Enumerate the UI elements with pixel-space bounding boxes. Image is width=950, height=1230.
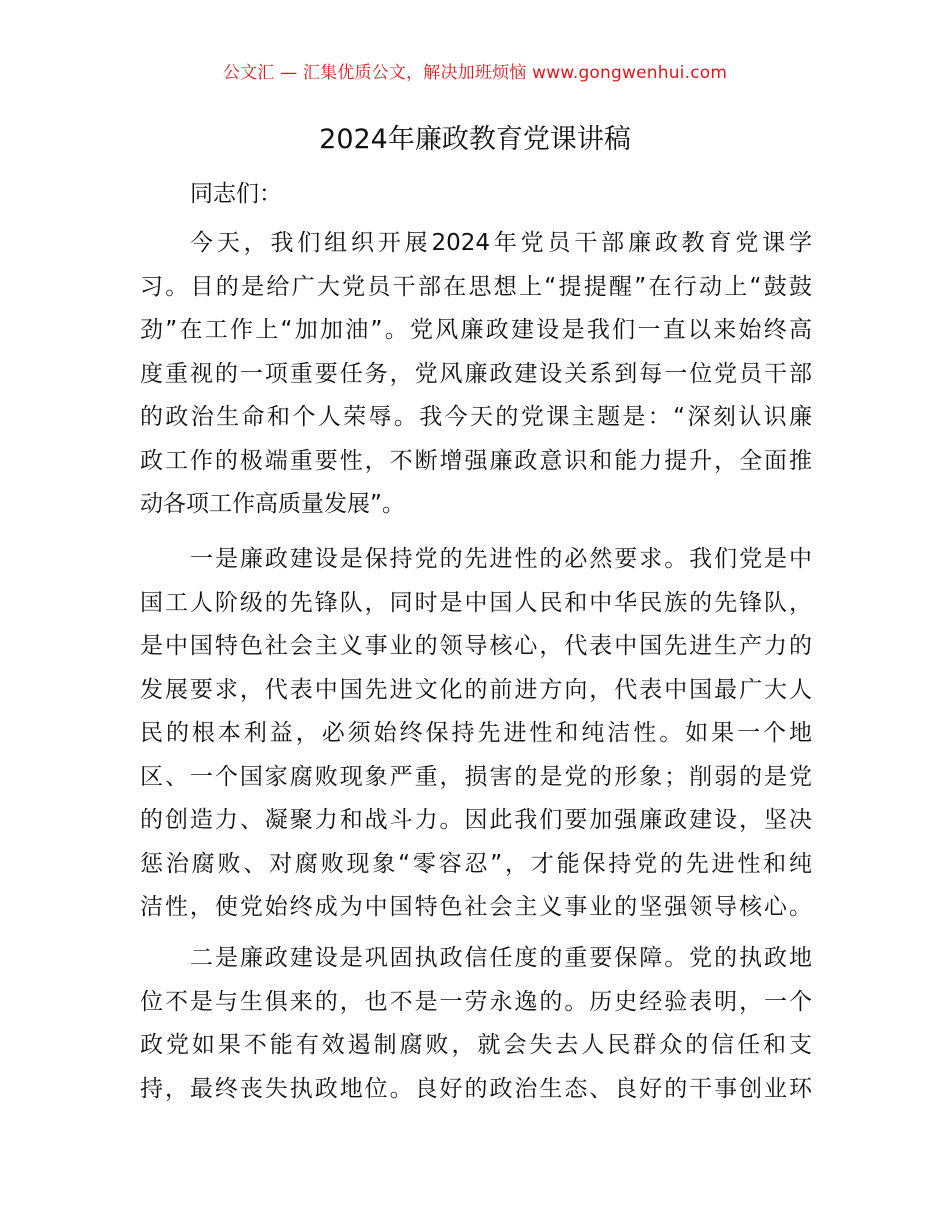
text-line: 的创造力、凝聚力和战斗力。因此我们要加强廉政建设，坚决 — [140, 807, 812, 833]
text-line: 的政治生命和个人荣辱。我今天的党课主题是：“深刻认识廉 — [140, 404, 812, 430]
text-line: 区、一个国家腐败现象严重，损害的是党的形象；削弱的是党 — [140, 763, 812, 790]
document-title: 2024年廉政教育党课讲稿 — [319, 124, 631, 155]
text-line: 劲”在工作上“加加油”。党风廉政建设是我们一直以来始终高 — [140, 317, 812, 343]
text-line: 动各项工作高质量发展”。 — [140, 491, 405, 517]
text-line: 持，最终丧失执政地位。良好的政治生态、良好的干事创业环 — [140, 1075, 812, 1102]
paragraph-1 — [140, 222, 812, 527]
text-line: 民的根本利益，必须始终保持先进性和纯洁性。如果一个地 — [140, 720, 812, 746]
text-line: 度重视的一项重要任务，党风廉政建设关系到每一位党员干部 — [140, 360, 812, 387]
header-banner: 公文汇 — 汇集优质公文，解决加班烦恼 www.gongwenhui.com — [222, 63, 728, 83]
text-line: 政党如果不能有效遏制腐败，就会失去人民群众的信任和支 — [140, 1032, 812, 1058]
text-line: 习。目的是给广大党员干部在思想上“提提醒”在行动上“鼓鼓 — [140, 273, 812, 300]
text-line: 洁性，使党始终成为中国特色社会主义事业的坚强领导核心。 — [140, 894, 812, 920]
text-line: 二是廉政建设是巩固执政信任度的重要保障。党的执政地 — [190, 945, 812, 971]
text-line: 政工作的极端重要性，不断增强廉政意识和能力提升，全面推 — [140, 447, 812, 474]
text-line: 国工人阶级的先锋队，同时是中国人民和中华民族的先锋队， — [140, 589, 812, 616]
text-line: 惩治腐败、对腐败现象“零容忍”，才能保持党的先进性和纯 — [140, 850, 812, 877]
salutation: 同志们： — [190, 181, 282, 207]
text-line: 今天，我们组织开展2024年党员干部廉政教育党课学 — [190, 230, 812, 256]
text-line: 位不是与生俱来的，也不是一劳永逸的。历史经验表明，一个 — [140, 988, 812, 1015]
text-line: 发展要求，代表中国先进文化的前进方向，代表中国最广大人 — [140, 676, 812, 703]
text-line: 一是廉政建设是保持党的先进性的必然要求。我们党是中 — [190, 546, 812, 572]
text-line: 是中国特色社会主义事业的领导核心，代表中国先进生产力的 — [140, 633, 812, 659]
paragraph-3 — [140, 937, 812, 1111]
paragraph-2 — [140, 538, 812, 930]
